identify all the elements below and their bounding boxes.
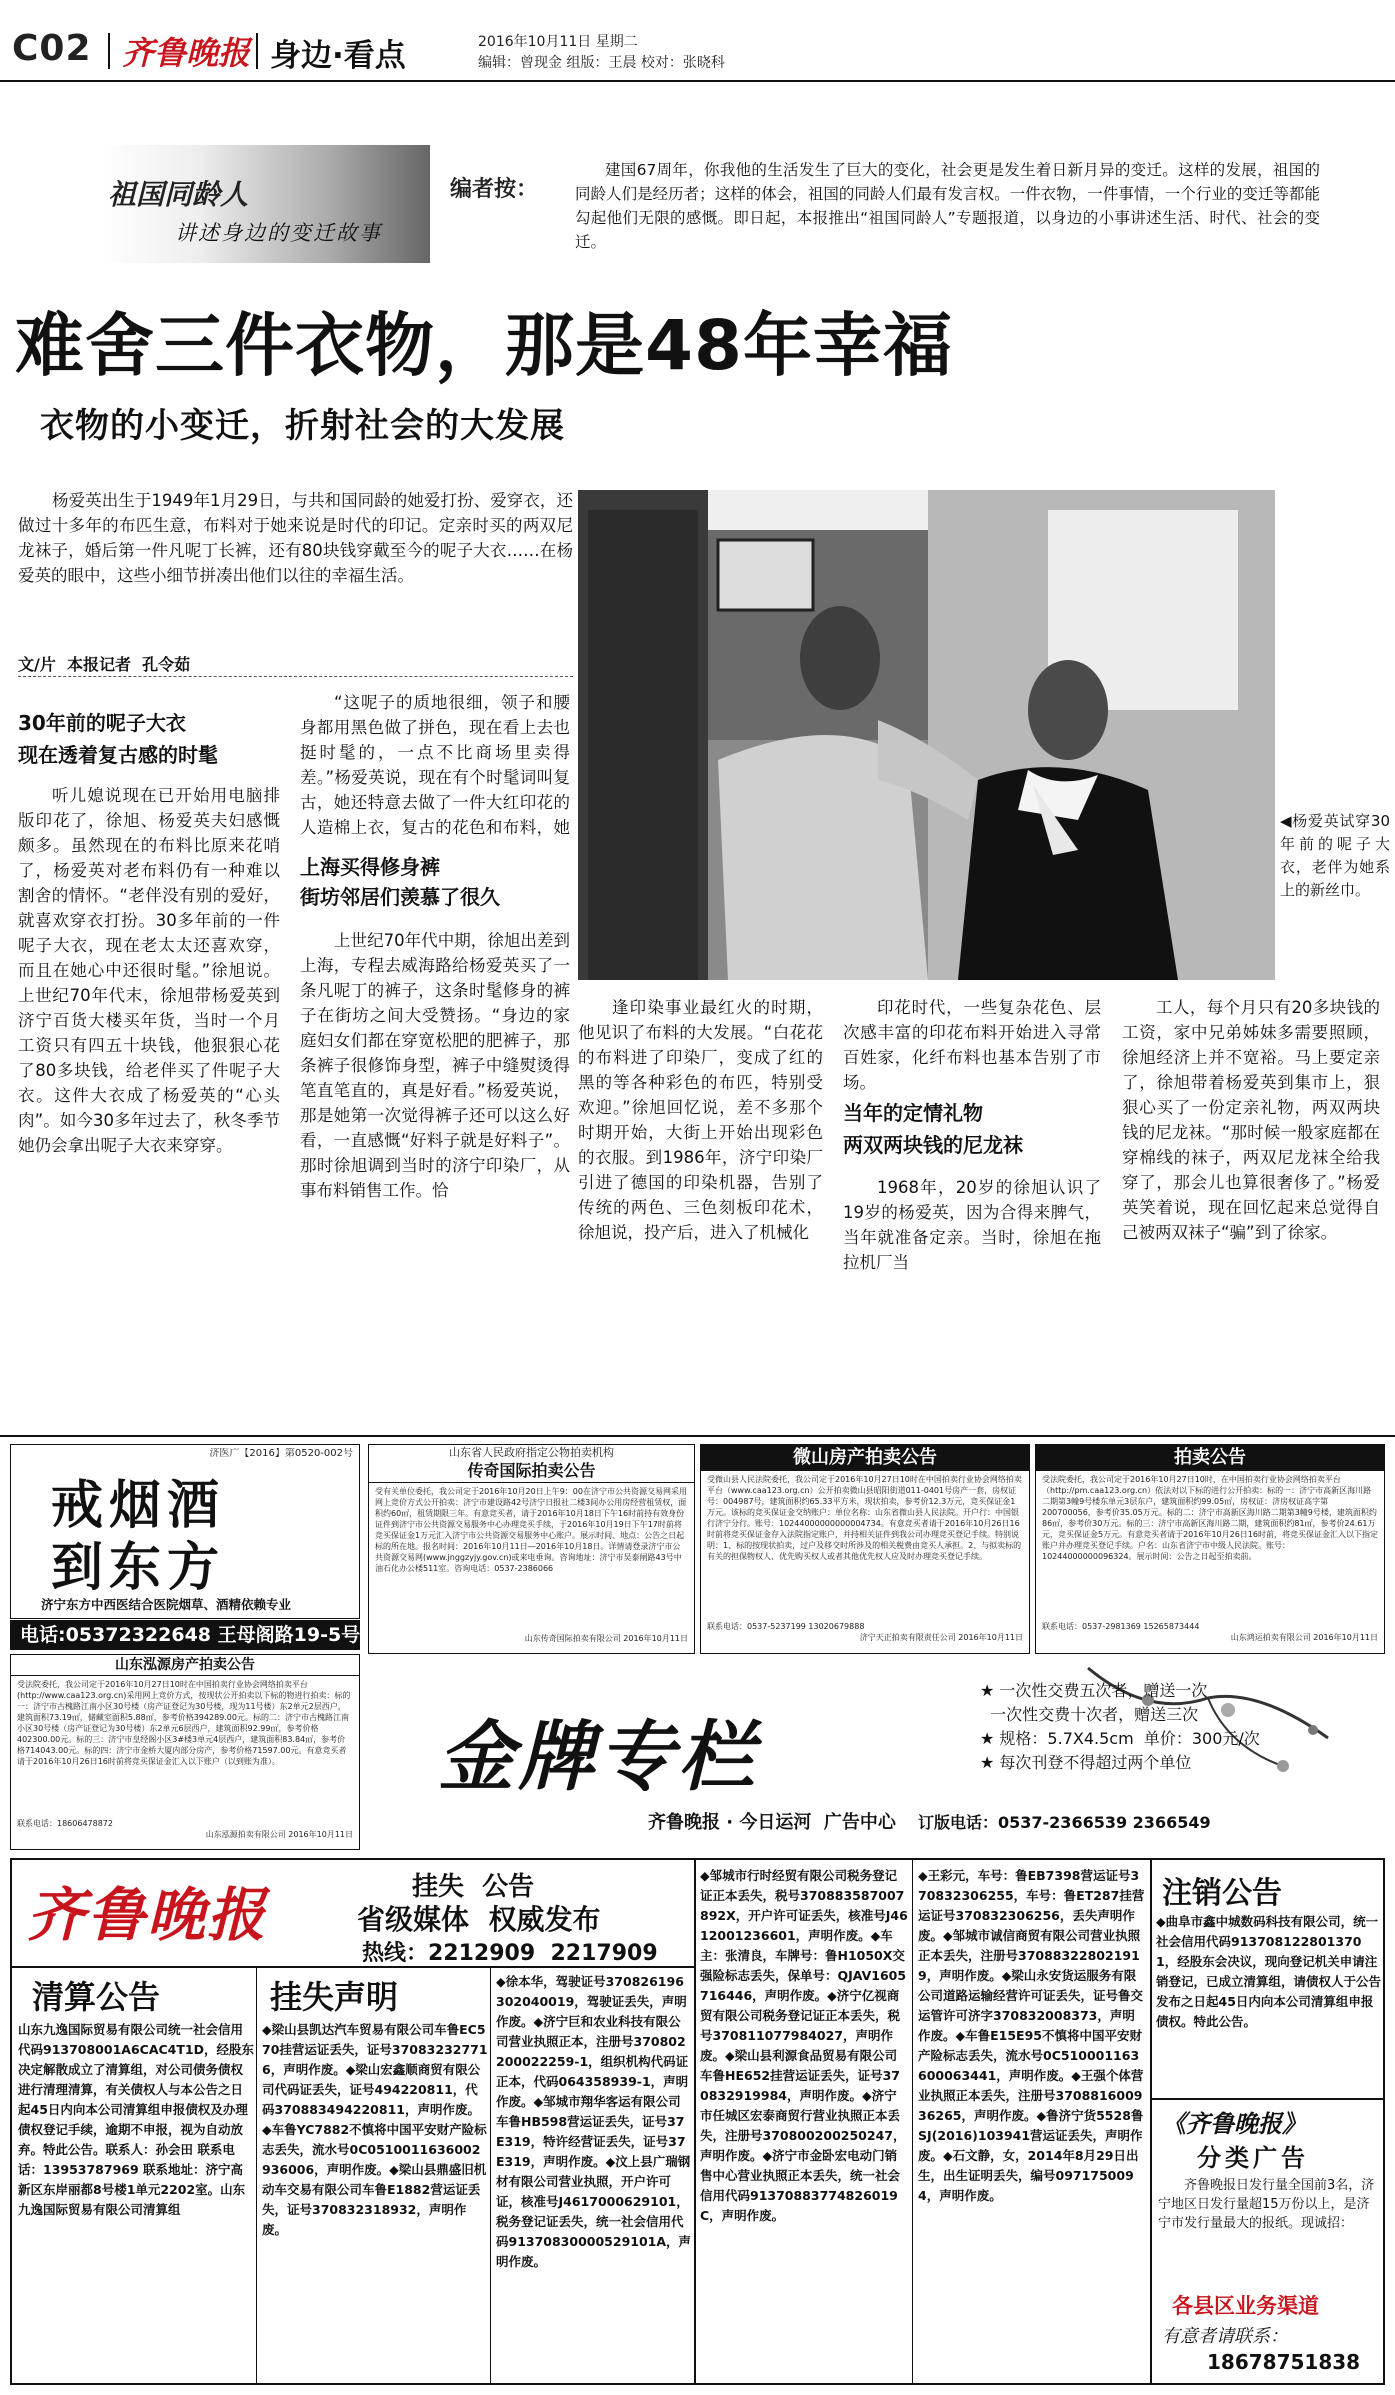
header-divider — [256, 33, 258, 69]
ad-chuanqi-auction — [368, 1444, 695, 1654]
page-code: C02 — [12, 28, 92, 69]
ad-jinpai-title: 金牌专栏 — [438, 1712, 758, 1801]
photo-caption: ◀杨爱英试穿30年前的呢子大衣，老伴为她系上的新丝巾。 — [1280, 812, 1390, 899]
qingsuan-text: 山东九逸国际贸易有限公司统一社会信用代码913708001A6CAC4T1D，经股东决定解散成立了清算组，对公司债务债权进行清理清算，有关债权人与本公告之日起45日内向本公司清算组申报债权及办理债权登记手续，逾期不申报，视为自动放弃。特此公告。联系人：孙会田 联系电话：13953787969 联系地址：济宁高新区东岸丽都8号楼1单元2202室。山东九逸国际贸易有限公司清算组 — [18, 2022, 254, 2217]
col4-heading-2: 两双两块钱的尼龙袜 — [843, 1133, 1023, 1157]
col2-heading-2: 街坊邻居们羡慕了很久 — [300, 885, 500, 909]
ad-weishan-footer: 济宁天正拍卖有限责任公司 2016年10月11日 — [859, 1633, 1023, 1642]
ad-quit-smoking — [10, 1444, 360, 1619]
subheadline: 衣物的小变迁，折射社会的大发展 — [40, 406, 565, 446]
classified-slogan: 省级媒体 权威发布 — [357, 1903, 601, 1936]
page-header — [0, 0, 1395, 80]
classified-h-rule-2 — [1150, 2098, 1385, 2100]
classified-h-rule — [12, 1966, 694, 1968]
classified-v-rule-4 — [912, 1860, 913, 2385]
ad-smoke-phone: 电话:05372322648 王母阁路19-5号 — [10, 1620, 360, 1650]
col1-text: 听儿媳说现在已开始用电脑排版印花了，徐旭、杨爱英夫妇感慨颇多。虽然现在的布料比原来花哨了，杨爱英对老布料仍有一种难以割舍的情怀。“老伴没有别的爱好，就喜欢穿衣打扮。30多年前的一件呢子大衣，现在老太太还喜欢穿，而且在她心中还很时髦。”徐旭说。上世纪70年代末，徐旭带杨爱英到济宁百货大楼买年货，当时一个月工资只有四五十块钱，他狠狠心花了80多块钱，给老伴买了件呢子大衣。这件大衣成了杨爱英的“心头肉”。如今30多年过去了，秋冬季节她仍会拿出呢子大衣来穿穿。 — [18, 786, 280, 1155]
ad-weishan-text: 受微山县人民法院委托，我公司定于2016年10月27日10时在中国拍卖行业协会网络拍卖平台（www.caa123.org.cn）公开拍卖微山县昭阳街道011-0401号房产一套，房权证号：004987号，建筑面积约65.33平方米，现状拍卖，参考价12.3万元，竞买保证金1万元。该标的竞买保证金交纳账户：单位名称：山东省微山县人民法院。开户行：中国银行济宁分行。账号：10244000000000004734。有意竞买者请于2016年10月26日16时前将竞买保证金存入法院指定账户，并持相关证件到我公司办理竞买登记手续。特别说明：1、标的按现状拍卖，过户及移交时所涉及的相关税费由竞买人承担。2、与拟卖标的有关的担保物权人、优先购买权人或者其他优先权人应及时办理竞买登记手续。 — [707, 1475, 1022, 1561]
guashi-title: 挂失声明 — [270, 1978, 399, 2016]
classified-v-rule-2 — [490, 1966, 491, 2385]
ad-paimai-auction — [1035, 1444, 1385, 1654]
ad-jinpai-bullet-4: ★ 每次刊登不得超过两个单位 — [980, 1753, 1192, 1772]
col4-text-1: 印花时代，一些复杂花色、层次感丰富的印花布料开始进入寻常百姓家，化纤布料也基本告别了市场。 — [843, 998, 1101, 1092]
ad-smoke-line1: 戒烟酒 — [51, 1476, 226, 1536]
lead-paragraph: 杨爱英出生于1949年1月29日，与共和国同龄的她爱打扮、爱穿衣，还做过十多年的布匹生意，布料对于她来说是时代的印记。定亲时买的两双尼龙袜子，婚后第一件凡呢丁长裤，还有80块钱穿戴至今的呢子大衣……在杨爱英的眼中，这些小细节拼凑出他们以往的幸福生活。 — [18, 491, 573, 585]
fenlei-contact: 有意者请联系： — [1162, 2326, 1288, 2347]
staff-line: 编辑：曾现金 组版：王晨 校对：张晓科 — [478, 55, 725, 71]
ad-chuanqi-title: 传奇国际拍卖公告 — [369, 1460, 694, 1483]
header-rule — [0, 80, 1395, 82]
ad-weishan-title: 微山房产拍卖公告 — [701, 1445, 1029, 1471]
ad-hongyuan-auction — [10, 1654, 360, 1850]
ad-hongyuan-title: 山东泓源房产拍卖公告 — [11, 1655, 359, 1676]
qingsuan-title: 清算公告 — [32, 1978, 161, 2016]
classified-hotline: 热线：2212909 2217909 — [362, 1941, 658, 1966]
notice-col3: ◆徐本华，驾驶证号370826196302040019，驾驶证丢失，声明作废。◆济宁巨和农业科技有限公司营业执照正本，注册号370802200022259-1，组织机构代码证正本，代码064358939-1，声明作废。◆邹城市翔华客运有限公司车鲁HB598营运证丢失，证号37E319，特许经营证丢失，证号37E319，声明作废。◆汶上县广瑞钢材有限公司营业执照，开户许可证，核准号J4617000629101，税务登记证丢失，统一社会信用代码91370830000529101A，声明作废。 — [496, 1974, 692, 2269]
col1-heading-1: 30年前的呢子大衣 — [18, 711, 186, 735]
ad-smoke-license: 济医广【2016】第0520-002号 — [209, 1448, 353, 1459]
ad-jinpai-footer: 齐鲁晚报 · 今日运河 广告中心 — [648, 1812, 896, 1833]
ad-hongyuan-text: 受法院委托，我公司定于2016年10月27日10时在中国拍卖行业协会网络拍卖平台(http://www.caa123.org.cn)采用网上竞价方式，按现状公开拍卖以下标的物进行拍卖：标的一：济宁市古槐路江南小区30号楼（房产证登记为30号楼，现为11号楼）东2单元2层西户，建筑面积73.19㎡，储藏室面积5.88㎡，参考价格394289.00元。标的二：济宁市古槐路江南小区30号楼（房产证登记为30号楼）东2单元6层西户，建筑面积92.99㎡，参考价格402300.00元。标的三：济宁市皇经阁小区3#楼3单元4层西户，建筑面积83.84㎡，参考价格714043.00元。标的四：济宁市金桥大厦内部分房产，参考价格71597.00元。有意竞买者请于2016年10月26日16时前将竞买保证金汇入以下账户（以到账为准）。 — [17, 1680, 351, 1766]
col2-text-1: “这呢子的质地很细，领子和腰身都用黑色做了拼色，现在看上去也挺时髦的，一点不比商场里卖得差。”杨爱英说，现在有个时髦词叫复古，她还特意去做了一件大红印花的人造棉上衣，复古的花色和布料，她 — [300, 693, 570, 837]
ad-jinpai-bullet-1: ★ 一次性交费五次者，赠送一次 — [980, 1681, 1208, 1700]
ad-jinpai-column — [368, 1658, 1385, 1850]
editor-note-text: 建国67周年，你我他的生活发生了巨大的变化，社会更是发生着日新月异的变迁。这样的发展，祖国的同龄人们是经历者；这样的体会，祖国的同龄人们最有发言权。一件衣物，一件事情，一个行业的变迁等都能勾起他们无限的感慨。即日起，本报推出“祖国同龄人”专题报道，以身边的小事讲述生活、时代、社会的变迁。 — [575, 161, 1320, 251]
editor-note-label: 编者按： — [450, 177, 539, 202]
ad-chuanqi-top: 山东省人民政府指定公物拍卖机构 — [449, 1446, 614, 1459]
classified-gua-title: 挂失 公告 — [412, 1872, 535, 1902]
banner-subtitle: 讲述身边的变迁故事 — [175, 221, 382, 245]
article-photo — [578, 490, 1275, 980]
column-banner — [100, 145, 430, 263]
header-logo: 齐鲁晚报 — [122, 34, 251, 72]
fenlei-title-1: 《齐鲁晚报》 — [1162, 2110, 1306, 2138]
classified-v-rule-1 — [256, 1966, 257, 2385]
col4-heading-1: 当年的定情礼物 — [843, 1101, 983, 1125]
col2-heading-1: 上海买得修身裤 — [300, 855, 440, 879]
ad-jinpai-bullet-3: ★ 规格：5.7X4.5cm 单价：300元/次 — [980, 1729, 1260, 1748]
classified-section — [10, 1858, 1385, 2385]
col5-text: 工人，每个月只有20多块钱的工资，家中兄弟姊妹多需要照顾，徐旭经济上并不宽裕。马上要定亲了，徐旭带着杨爱英到集市上，狠狠心买了一份定亲礼物，两双两块钱的尼龙袜。“那时候一般家庭都在穿棉线的袜子，两双尼龙袜全给我穿了，那会儿也算很奢侈了。”杨爱英笑着说，现在回忆起来总觉得自己被两双袜子“骗”到了徐家。 — [1122, 998, 1380, 1242]
fenlei-phone: 18678751838 — [1207, 2350, 1361, 2374]
classified-v-rule-5 — [1150, 1860, 1152, 2385]
ad-jinpai-bullet-2: 一次性交费十次者，赠送三次 — [980, 1705, 1199, 1724]
zhuxiao-title: 注销公告 — [1162, 1876, 1282, 1911]
ad-paimai-text: 受法院委托，我公司定于2016年10月27日10时，在中国拍卖行业协会网络拍卖平台（http://pm.caa123.org.cn）依法对以下标的进行公开拍卖：标的一：济宁市高新区海川路二期第3幢9号楼东单元3层东户，建筑面积约99.05㎡，房权证：济房权证高字第200700056，参考价35.05万元。标的二：济宁市高新区海川路二期第3幢9号楼，建筑面积约86㎡，参考价30万元。标的三：济宁市高新区海川路二期，建筑面积约81㎡，参考价24.61万元，竞买保证金5万元。有意竞买者请于2016年10月26日16时前，将竞买保证金汇入以下指定账户并办理竞买登记手续。户名：山东省济宁市中级人民法院。账号：10244000000096324。展示时间：公告之日起至拍卖前。 — [1042, 1475, 1378, 1561]
date-line: 2016年10月11日 星期二 — [478, 34, 638, 50]
banner-title: 祖国同龄人 — [108, 178, 249, 211]
ad-smoke-hospital: 济宁东方中西医结合医院烟草、酒精依赖专业 — [41, 1597, 292, 1612]
ad-chuanqi-text: 受有关单位委托，我公司定于2016年10月20日上午9：00在济宁市公共资源交易网采用网上竞价方式公开拍卖：济宁市建设路42号济宁日报社二楼3间办公用房经营租赁权，面积约60㎡，租赁期限三年。有意竞买者，请于2016年10月18日下午16时前持有效身份证件到济宁市公共资源交易服务中心办理竞买手续，于2016年10月19日下午17时前将竞买保证金1万元汇入济宁市公共资源交易服务中心账户。展示时间、地点：公告之日起标的所在地。报名时间：2016年10月11日—2016年10月18日。详情请登录济宁市公共资源交易网(www.jnggzyjy.gov.cn)或来电垂询。咨询地址：济宁市吴泰闸路43号中油石化办公楼511室。咨询电话：0537-2386066 — [375, 1487, 687, 1573]
col4-text-2: 1968年，20岁的徐旭认识了19岁的杨爱英，因为合得来脾气，当年就准备定亲。当时，徐旭在拖拉机厂当 — [843, 1178, 1101, 1272]
classified-logo: 齐鲁晚报 — [27, 1881, 268, 1949]
col2-text-2: 上世纪70年代中期，徐旭出差到上海，专程去威海路给杨爱英买了一条凡呢丁的裤子，这条时髦修身的裤子在街坊之间大受赞扬。“身边的家庭妇女们都在穿宽松肥的肥裤子，那条裤子很修饰身型，裤子中缝熨烫得笔直笔直的，真是好看。”杨爱英说，那是她第一次觉得裤子还可以这么好看，一直感慨“好料子就是好料子”。那时徐旭调到当时的济宁印染厂，从事布料销售工作。恰 — [300, 931, 570, 1200]
section-title: 身边·看点 — [270, 38, 406, 74]
ad-paimai-title: 拍卖公告 — [1036, 1445, 1384, 1471]
byline: 文/片 本报记者 孔令茹 — [18, 655, 191, 674]
photo-illustration — [578, 490, 1275, 980]
zhuxiao-text: ◆曲阜市鑫中城数码科技有限公司，统一社会信用代码9137081228013701，经股东会决议，现向登记机关申请注销登记，已成立清算组，请债权人于公告发布之日起45日内向本公司清算组申报债权。特此公告。 — [1156, 1914, 1382, 2029]
classified-v-rule-3 — [694, 1860, 696, 2385]
ad-hongyuan-footer: 山东泓源拍卖有限公司 2016年10月11日 — [205, 1830, 353, 1839]
ad-chuanqi-footer: 山东传奇国际拍卖有限公司 2016年10月11日 — [524, 1634, 688, 1643]
col3-text: 逢印染事业最红火的时期，他见识了布料的大发展。“白花花的布料进了印染厂，变成了红的黑的等各种彩色的布匹，特别受欢迎。”徐旭回忆说，差不多那个时期开始，大街上开始出现彩色的衣服。到1986年，济宁印染厂引进了德国的印染机器，告别了传统的两色、三色刻板印花术，徐旭说，投产后，进入了机械化 — [578, 998, 823, 1242]
ad-paimai-phone: 联系电话：0537-2981369 15265873444 — [1042, 1622, 1200, 1631]
headline: 难舍三件衣物，那是48年幸福 — [15, 306, 954, 386]
fenlei-text: 齐鲁晚报日发行量全国前3名，济宁地区日发行量超15万份以上，是济宁市发行量最大的报纸。现诚招： — [1158, 2178, 1375, 2231]
guashi-text: ◆梁山县凯达汽车贸易有限公司车鲁EC570挂营运证丢失，证号370832327716，声明作废。◆梁山宏鑫顺商贸有限公司代码证丢失，证号494220811，代码370883494220811，声明作废。◆车鲁YC7882不慎将中国平安财产险标志丢失，流水号0C0510011636002936006，声明作废。◆梁山县鼎盛旧机动车交易有限公司车鲁E1882营运证丢失，证号370832318932，声明作废。 — [262, 2022, 488, 2237]
ad-jinpai-phone: 订版电话：0537-2366539 2366549 — [918, 1813, 1211, 1832]
article-bottom-rule — [0, 1435, 1395, 1437]
header-divider — [108, 33, 110, 69]
ad-smoke-line2: 到东方 — [51, 1538, 226, 1598]
ad-weishan-auction — [700, 1444, 1030, 1654]
byline-rule — [18, 676, 573, 677]
ad-weishan-phone: 联系电话：0537-5237199 13020679888 — [707, 1622, 865, 1631]
ad-hongyuan-phone: 联系电话：18606478872 — [17, 1819, 113, 1828]
col1-heading-2: 现在透着复古感的时髦 — [18, 743, 218, 767]
ad-paimai-footer: 山东鸿运拍卖有限公司 2016年10月11日 — [1230, 1633, 1378, 1642]
notice-col4: ◆邹城市行时经贸有限公司税务登记证正本丢失，税号370883587007892X，开户许可证丢失，核准号J4612001236601，声明作废。◆车主：张清良，车牌号：鲁H1050X交强险标志丢失，保单号：QJAV1605716446，声明作废。◆济宁亿视商贸有限公司税务登记证正本丢失，税号370811077984027，声明作废。◆梁山县利源食品贸易有限公司车鲁HE652挂营运证丢失，证号370832919984，声明作废。◆济宁市任城区宏泰商贸行营业执照正本丢失，注册号370800200250247，声明作废。◆济宁市金卧宏电动门销售中心营业执照正本丢失，统一社会信用代码91370883774826019C，声明作废。 — [700, 1868, 908, 2223]
fenlei-strong: 各县区业务渠道 — [1172, 2294, 1319, 2318]
notice-col5: ◆王彩元，车号：鲁EB7398营运证号370832306255，车号：鲁ET287挂营运证号370832306256，丢失声明作废。◆邹城市诚信商贸有限公司营业执照正本丢失，注册号370883228021919，声明作废。◆梁山永安货运服务有限公司道路运输经营许可证丢失，证号鲁交运管许可济字370832008373，声明作废。◆车鲁E15E95不慎将中国平安财产险标志丢失，流水号0C510001163600063441，声明作废。◆王强个体营业执照正本丢失，注册号370881600936265，声明作废。◆鲁济宁货5528鲁SJ(2016)103941营运证丢失，声明作废。◆石文静，女，2014年8月29日出生，出生证明丢失，编号0971750094，声明作废。 — [918, 1868, 1145, 2203]
fenlei-title-2: 分类广告 — [1197, 2144, 1309, 2172]
